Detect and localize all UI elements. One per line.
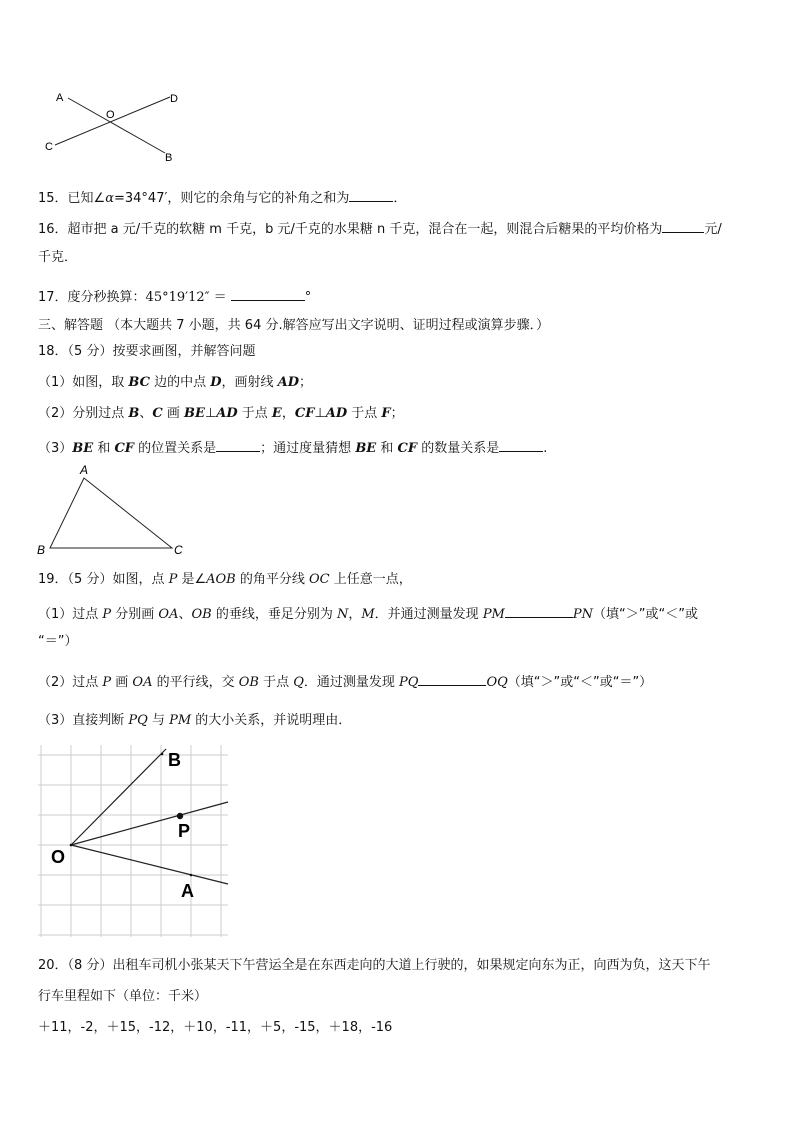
q17-degree: ° bbox=[304, 290, 312, 305]
t: BC bbox=[128, 375, 150, 390]
t: 画 bbox=[111, 675, 133, 690]
t: （填“＞”或“＜”或 bbox=[593, 607, 698, 622]
t: 是∠ bbox=[177, 572, 207, 587]
t: 的垂线，垂足分别为 bbox=[211, 607, 337, 622]
ray-oa bbox=[71, 845, 228, 884]
question-20-mileage bbox=[38, 1019, 392, 1037]
t: （填“＞”或“＜”或“＝”） bbox=[507, 675, 653, 690]
ray-ob bbox=[71, 749, 166, 845]
t: 和 bbox=[376, 441, 398, 456]
answer-blank[interactable] bbox=[662, 218, 704, 233]
label-d: D bbox=[170, 93, 178, 105]
label-b: B bbox=[165, 152, 173, 164]
t: OA bbox=[132, 675, 153, 690]
label-p: P bbox=[178, 821, 191, 841]
mileage-list: ＋11，-2，＋15，-12，＋10，-11，＋5，-15，＋18，-16 bbox=[38, 1020, 393, 1035]
question-20-line2 bbox=[38, 988, 207, 1006]
q20-text: 20．（8 分）出租车司机小张某天下午营运全是在东西走向的大道上行驶的，如果规定向东为正，向西为负，这天下午 bbox=[38, 958, 711, 973]
answer-blank[interactable] bbox=[349, 187, 393, 202]
section-title-text: 三、解答题 （本大题共 7 小题，共 64 分.解答应写出文字说明、证明过程或演算步骤．） bbox=[38, 318, 550, 333]
question-16-line1 bbox=[38, 218, 722, 239]
t: PM bbox=[482, 607, 505, 622]
q17-prefix: 17．度分秒换算： bbox=[38, 290, 146, 305]
t: E bbox=[271, 406, 282, 421]
question-16-line2 bbox=[38, 249, 77, 267]
q15-prefix: 15．已知∠ bbox=[38, 191, 106, 206]
question-18-part1 bbox=[38, 374, 312, 392]
t: PM bbox=[169, 713, 192, 728]
t: 于点 bbox=[347, 406, 382, 421]
q16-text: 16．超市把 a 元/千克的软糖 m 千克，b 元/千克的水果糖 n 千克，混合在一起，则混合后糖果的平均价格为 bbox=[38, 222, 663, 237]
answer-blank[interactable] bbox=[231, 286, 305, 301]
t: P bbox=[102, 607, 112, 622]
t: AD bbox=[216, 406, 238, 421]
t: （3） bbox=[38, 441, 73, 456]
t: 和 bbox=[93, 441, 115, 456]
question-19-part1 bbox=[38, 603, 698, 624]
t: P bbox=[102, 675, 112, 690]
t: AD bbox=[325, 406, 348, 421]
label-b: B bbox=[168, 750, 181, 770]
t: 、 bbox=[139, 406, 153, 421]
question-19-part3 bbox=[38, 712, 351, 730]
q18-title: 18．（5 分）按要求画图，并解答问题 bbox=[38, 344, 256, 359]
t: B bbox=[128, 406, 140, 421]
t: BE bbox=[355, 441, 377, 456]
question-20-line1 bbox=[38, 957, 710, 975]
ray-oc bbox=[71, 802, 228, 845]
answer-blank[interactable] bbox=[216, 437, 260, 452]
t: 分别画 bbox=[111, 607, 159, 622]
t: C bbox=[152, 406, 163, 421]
point-o bbox=[70, 844, 73, 847]
t: 的大小关系，并说明理由． bbox=[191, 713, 352, 728]
t: BE bbox=[184, 406, 205, 421]
t: （2）过点 bbox=[38, 675, 103, 690]
question-15 bbox=[38, 187, 406, 208]
q15-alpha: α bbox=[105, 191, 114, 206]
t: OQ bbox=[486, 675, 508, 690]
q16-unit: 元/ bbox=[704, 222, 722, 237]
t: “＝”） bbox=[38, 634, 78, 649]
question-18-title bbox=[38, 343, 255, 361]
q20-text-cont: 行车里程如下（单位：千米） bbox=[38, 989, 208, 1004]
t: F bbox=[381, 406, 391, 421]
grid bbox=[38, 745, 228, 937]
t: Q bbox=[293, 675, 304, 690]
q15-end: ． bbox=[393, 191, 407, 206]
t: CF bbox=[397, 441, 418, 456]
intersecting-lines-figure bbox=[40, 85, 190, 165]
t: 于点 bbox=[258, 675, 294, 690]
t: PN bbox=[572, 607, 593, 622]
t: CF bbox=[114, 441, 135, 456]
t: OA bbox=[158, 607, 179, 622]
t: （1）如图，取 bbox=[38, 375, 129, 390]
question-19 bbox=[38, 571, 412, 589]
t: （3）直接判断 bbox=[38, 713, 129, 728]
t: （2）分别过点 bbox=[38, 406, 129, 421]
question-18-part3 bbox=[38, 437, 547, 458]
point-a bbox=[190, 874, 193, 877]
t: ，画射线 bbox=[221, 375, 278, 390]
label-a: A bbox=[56, 92, 64, 104]
t: OC bbox=[309, 572, 330, 587]
t: 的平行线，交 bbox=[152, 675, 239, 690]
t: 19．（5 分）如图，点 bbox=[38, 572, 169, 587]
label-b: B bbox=[37, 543, 46, 557]
point-b bbox=[161, 753, 164, 756]
answer-blank[interactable] bbox=[499, 437, 543, 452]
t: ⊥ bbox=[314, 406, 326, 421]
triangle-abc bbox=[50, 478, 172, 548]
q16-unit-cont: 千克． bbox=[38, 250, 78, 265]
t: N bbox=[336, 607, 349, 622]
t: 边的中点 bbox=[149, 375, 211, 390]
line-ab bbox=[68, 98, 165, 153]
t: 、 bbox=[178, 607, 192, 622]
t: 与 bbox=[147, 713, 170, 728]
label-o: O bbox=[106, 109, 115, 121]
answer-blank[interactable] bbox=[418, 671, 486, 686]
t: M bbox=[361, 607, 375, 622]
t: D bbox=[210, 375, 222, 390]
question-19-part1-cont bbox=[38, 633, 77, 651]
angle-bisector-grid-figure bbox=[38, 745, 233, 940]
line-cd bbox=[55, 97, 170, 145]
question-17 bbox=[38, 286, 311, 307]
label-c: C bbox=[45, 141, 53, 153]
t: CF bbox=[294, 406, 315, 421]
question-19-part2 bbox=[38, 671, 652, 692]
t: OB bbox=[191, 607, 212, 622]
t: ； bbox=[299, 375, 313, 390]
t: 的数量关系是 bbox=[417, 441, 500, 456]
question-18-part2 bbox=[38, 405, 404, 423]
q15-text: =34°47′，则它的余角与它的补角之和为 bbox=[113, 191, 350, 206]
t: 的位置关系是 bbox=[134, 441, 217, 456]
t: P bbox=[168, 572, 178, 587]
triangle-figure bbox=[34, 460, 194, 560]
t: BE bbox=[72, 441, 94, 456]
t: ．通过测量发现 bbox=[303, 675, 400, 690]
t: PQ bbox=[399, 675, 419, 690]
t: ， bbox=[281, 406, 295, 421]
t: ； bbox=[390, 406, 404, 421]
t: ．并通过测量发现 bbox=[374, 607, 483, 622]
t: ， bbox=[348, 607, 362, 622]
q17-value: 45°19′12″ ＝ bbox=[145, 290, 227, 305]
t: OB bbox=[238, 675, 259, 690]
t: 上任意一点， bbox=[329, 572, 412, 587]
t: 于点 bbox=[237, 406, 272, 421]
t: 画 bbox=[162, 406, 185, 421]
t: ；通过度量猜想 bbox=[260, 441, 356, 456]
t: 的角平分线 bbox=[235, 572, 309, 587]
t: AD bbox=[277, 375, 300, 390]
t: PQ bbox=[128, 713, 148, 728]
label-a: A bbox=[80, 463, 89, 477]
t: AOB bbox=[206, 572, 236, 587]
label-c: C bbox=[174, 543, 183, 557]
t: . bbox=[543, 441, 548, 456]
t: （1）过点 bbox=[38, 607, 103, 622]
answer-blank[interactable] bbox=[505, 603, 573, 618]
t: ⊥ bbox=[204, 406, 217, 421]
label-a: A bbox=[181, 881, 194, 901]
point-p bbox=[177, 813, 183, 819]
label-o: O bbox=[51, 847, 66, 867]
section-title bbox=[38, 317, 549, 335]
